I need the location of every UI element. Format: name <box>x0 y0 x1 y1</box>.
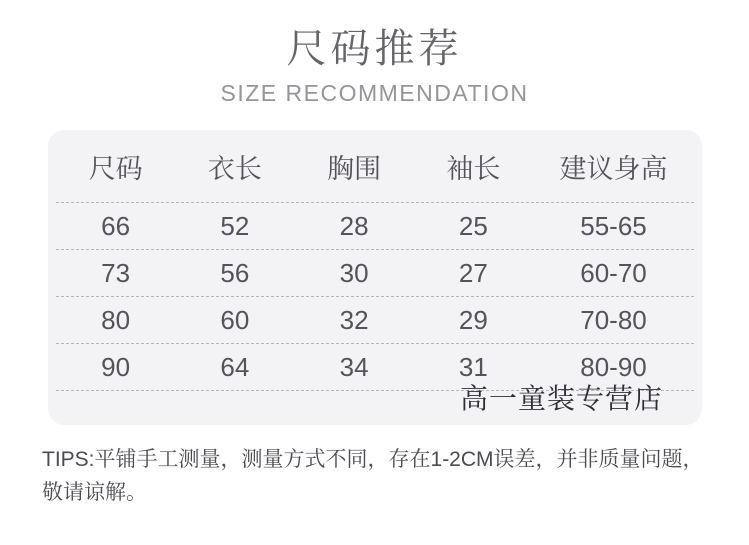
table-cell: 29 <box>458 304 488 335</box>
table-cell: 52 <box>220 210 250 241</box>
table-row <box>56 250 694 297</box>
table-cell: 25 <box>458 210 488 241</box>
table-cell: 60-70 <box>580 257 647 288</box>
measurement-tips <box>42 443 732 509</box>
table-cell: 32 <box>339 304 369 335</box>
table-cell: 30 <box>339 257 369 288</box>
column-header-sleeve-length: 袖长 <box>446 153 501 184</box>
table-cell: 31 <box>458 351 488 382</box>
table-cell: 73 <box>101 257 131 288</box>
table-cell: 90 <box>101 351 131 382</box>
shop-watermark: 高一童装专营店 <box>460 384 664 415</box>
table-cell: 60 <box>220 304 250 335</box>
column-header-recommended-height: 建议身高 <box>559 153 668 184</box>
table-cell: 80 <box>101 304 131 335</box>
table-cell: 70-80 <box>580 304 647 335</box>
table-header-row <box>56 130 694 203</box>
table-row <box>56 203 694 250</box>
page-title: 尺码推荐 <box>286 27 463 71</box>
page-subtitle: SIZE RECOMMENDATION <box>220 80 529 106</box>
table-cell: 64 <box>220 351 250 382</box>
column-header-chest: 胸围 <box>327 153 382 184</box>
column-header-size: 尺码 <box>88 153 143 184</box>
table-cell: 56 <box>220 257 250 288</box>
column-header-garment-length: 衣长 <box>207 153 262 184</box>
table-cell: 55-65 <box>580 210 647 241</box>
table-cell: 80-90 <box>580 351 647 382</box>
tips-line-2: 敬请谅解。 <box>42 481 147 504</box>
table-cell: 28 <box>339 210 369 241</box>
table-row <box>56 297 694 344</box>
table-cell: 27 <box>458 257 488 288</box>
table-cell: 66 <box>101 210 131 241</box>
page-header <box>0 0 749 107</box>
table-cell: 34 <box>339 351 369 382</box>
tips-line-1: TIPS:平铺手工测量，测量方式不同，存在1-2CM误差，并非质量问题， <box>42 448 704 471</box>
